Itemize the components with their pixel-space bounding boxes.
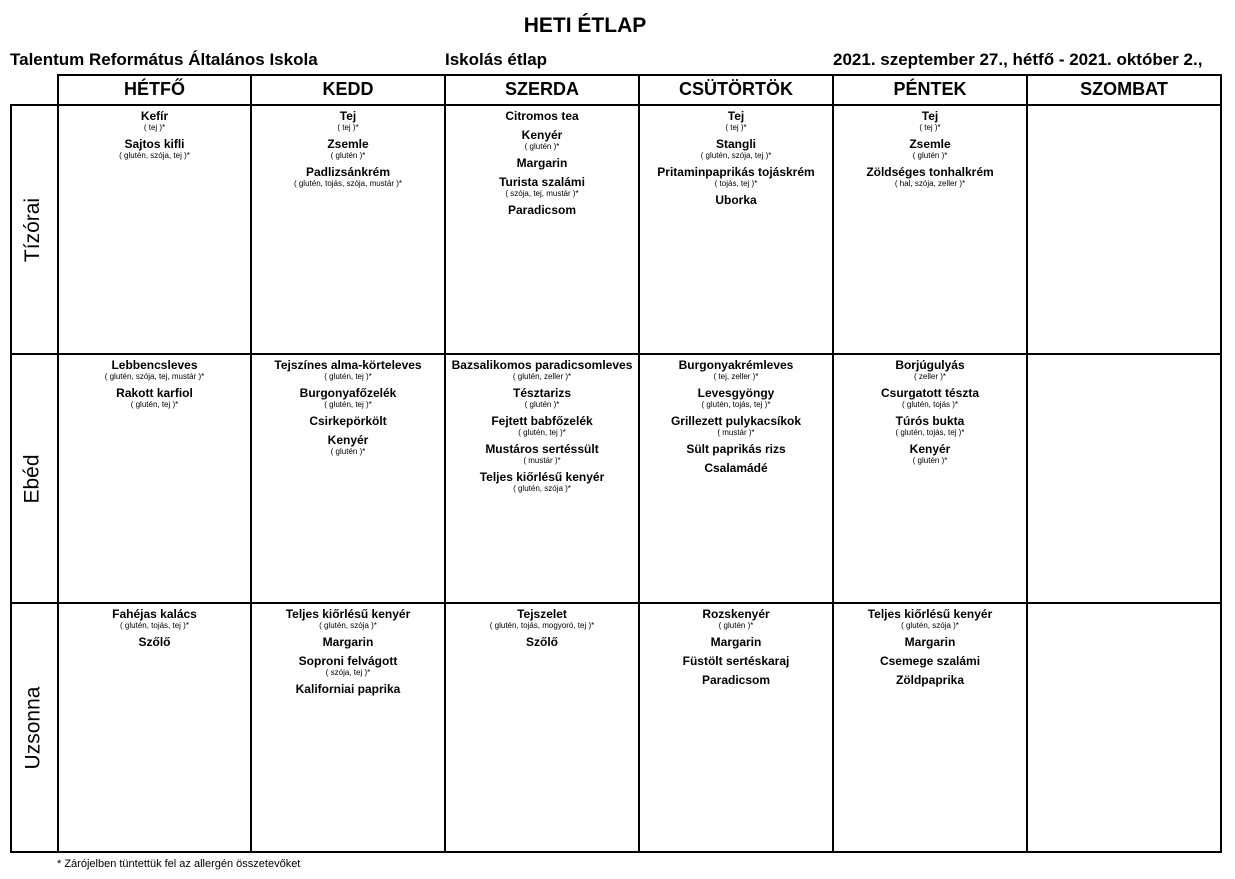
allergen-note: ( glutén, szója, tej )* — [119, 151, 190, 160]
allergen-note: ( tej )* — [919, 123, 941, 132]
day-header: HÉTFŐ — [124, 79, 185, 99]
menu-cell — [252, 355, 444, 602]
dish-name: Tej — [339, 109, 357, 123]
meal-label-text: Uzsonna — [21, 686, 45, 769]
allergen-note: ( tej, zeller )* — [713, 372, 759, 381]
menu-cell — [834, 604, 1026, 851]
menu-item — [59, 608, 250, 630]
menu-item — [59, 636, 250, 649]
menu-item — [446, 471, 638, 493]
allergen-note: ( glutén, szója )* — [901, 621, 959, 630]
allergen-note: ( glutén, szója )* — [319, 621, 377, 630]
allergen-note: ( mustár )* — [523, 456, 561, 465]
page-title: HETI ÉTLAP — [523, 14, 647, 37]
menu-item — [446, 443, 638, 465]
menu-cell — [446, 106, 638, 353]
menu-cell — [252, 604, 444, 851]
dish-name: Bazsalikomos paradicsomleves — [451, 358, 633, 372]
allergen-note: ( tej )* — [725, 123, 747, 132]
dish-name: Fahéjas kalács — [112, 607, 197, 621]
menu-item — [640, 166, 832, 188]
dish-name: Citromos tea — [505, 109, 579, 123]
menu-item — [640, 608, 832, 630]
menu-item — [252, 110, 444, 132]
dish-name: Sült paprikás rizs — [686, 442, 786, 456]
dish-name: Zöldséges tonhalkrém — [866, 165, 994, 179]
allergen-note: ( glutén, szója )* — [513, 484, 571, 493]
dish-name: Szőlő — [526, 635, 558, 649]
dish-name: Lebbencsleves — [111, 358, 198, 372]
dish-name: Tésztarizs — [512, 386, 572, 400]
menu-cell — [252, 106, 444, 353]
day-header: KEDD — [322, 79, 374, 99]
dish-name: Kenyér — [327, 433, 369, 447]
menu-item — [252, 138, 444, 160]
menu-item — [834, 636, 1026, 649]
dish-name: Csemege szalámi — [879, 654, 981, 668]
menu-item — [640, 387, 832, 409]
dish-name: Kenyér — [909, 442, 951, 456]
allergen-note: ( glutén, szója, tej, mustár )* — [104, 372, 205, 381]
allergen-note: ( glutén, tojás, szója, mustár )* — [293, 179, 403, 188]
menu-item — [834, 138, 1026, 160]
dish-name: Teljes kiőrlésű kenyér — [479, 470, 605, 484]
menu-kind: Iskolás étlap — [445, 50, 548, 69]
dish-name: Zsemle — [327, 137, 369, 151]
row-border — [10, 851, 1222, 853]
dish-name: Borjúgulyás — [895, 358, 965, 372]
menu-item — [446, 157, 638, 170]
dish-name: Paradicsom — [701, 673, 771, 687]
dish-name: Stangli — [715, 137, 756, 151]
dish-name: Zsemle — [909, 137, 951, 151]
menu-item — [252, 683, 444, 696]
menu-item — [446, 204, 638, 217]
dish-name: Margarin — [516, 156, 568, 170]
menu-item — [446, 608, 638, 630]
allergen-note: ( glutén, tej )* — [130, 400, 179, 409]
dish-name: Kenyér — [521, 128, 563, 142]
dish-name: Teljes kiőrlésű kenyér — [867, 607, 993, 621]
dish-name: Margarin — [710, 635, 762, 649]
allergen-note: ( glutén, tej )* — [324, 372, 372, 381]
menu-item — [252, 655, 444, 677]
menu-cell — [1028, 355, 1220, 602]
menu-item — [252, 636, 444, 649]
menu-cell — [446, 355, 638, 602]
menu-item — [640, 415, 832, 437]
menu-item — [640, 110, 832, 132]
dish-name: Paradicsom — [507, 203, 577, 217]
allergen-note: ( glutén, tojás, mogyoró, tej )* — [489, 621, 595, 630]
allergen-footnote: * Zárójelben tüntettük fel az allergén összetevőket — [57, 858, 301, 870]
menu-item — [446, 415, 638, 437]
menu-cell — [834, 106, 1026, 353]
menu-cell — [640, 355, 832, 602]
allergen-note: ( zeller )* — [913, 372, 946, 381]
day-header: PÉNTEK — [893, 79, 967, 99]
menu-item — [446, 110, 638, 123]
menu-item — [59, 359, 250, 381]
menu-item — [834, 359, 1026, 381]
allergen-note: ( glutén, tojás, tej )* — [701, 400, 771, 409]
dish-name: Padlizsánkrém — [305, 165, 391, 179]
allergen-note: ( glutén )* — [524, 142, 560, 151]
menu-item — [446, 129, 638, 151]
menu-item — [59, 138, 250, 160]
dish-name: Rakott karfiol — [116, 386, 193, 400]
allergen-note: ( glutén, tej )* — [518, 428, 566, 437]
dish-name: Zöldpaprika — [895, 673, 964, 687]
meal-label — [10, 106, 56, 353]
menu-cell — [59, 355, 250, 602]
menu-item — [834, 655, 1026, 668]
dish-name: Tej — [727, 109, 745, 123]
dish-name: Tejszelet — [517, 607, 567, 621]
menu-item — [252, 608, 444, 630]
menu-cell — [1028, 106, 1220, 353]
allergen-note: ( glutén )* — [330, 151, 366, 160]
date-range: 2021. szeptember 27., hétfő - 2021. október 2., — [833, 50, 1203, 69]
dish-name: Sajtos kifli — [124, 137, 185, 151]
menu-cell — [640, 604, 832, 851]
meal-label — [10, 355, 56, 602]
menu-item — [446, 359, 638, 381]
menu-item — [834, 674, 1026, 687]
dish-name: Rozskenyér — [702, 607, 770, 621]
dish-name: Burgonyakrémleves — [678, 358, 794, 372]
menu-item — [640, 194, 832, 207]
allergen-note: ( tej )* — [143, 123, 166, 132]
menu-item — [640, 462, 832, 475]
dish-name: Teljes kiőrlésű kenyér — [285, 607, 411, 621]
dish-name: Tej — [921, 109, 939, 123]
allergen-note: ( szója, tej, mustár )* — [505, 189, 579, 198]
meal-label-text: Tízórai — [21, 197, 44, 262]
menu-cell — [59, 106, 250, 353]
allergen-note: ( glutén, tojás, tej )* — [895, 428, 965, 437]
dish-name: Uborka — [715, 193, 757, 207]
menu-item — [834, 166, 1026, 188]
menu-item — [834, 443, 1026, 465]
allergen-note: ( glutén, tojás, tej )* — [120, 621, 189, 630]
dish-name: Kefír — [140, 109, 169, 123]
menu-item — [640, 138, 832, 160]
menu-item — [59, 110, 250, 132]
menu-item — [834, 387, 1026, 409]
dish-name: Pritaminpaprikás tojáskrém — [657, 165, 815, 179]
dish-name: Csalamádé — [704, 461, 768, 475]
menu-item — [640, 359, 832, 381]
allergen-note: ( glutén )* — [330, 447, 366, 456]
menu-item — [252, 387, 444, 409]
allergen-note: ( glutén )* — [912, 456, 948, 465]
menu-item — [252, 166, 444, 188]
dish-name: Turista szalámi — [499, 175, 585, 189]
allergen-note: ( glutén, tej )* — [324, 400, 372, 409]
menu-cell — [1028, 604, 1220, 851]
menu-item — [446, 387, 638, 409]
menu-item — [640, 443, 832, 456]
allergen-note: ( glutén )* — [912, 151, 948, 160]
dish-name: Margarin — [322, 635, 374, 649]
dish-name: Túrós bukta — [895, 414, 965, 428]
allergen-note: ( tej )* — [337, 123, 359, 132]
column-border — [1220, 74, 1222, 853]
menu-item — [640, 636, 832, 649]
menu-item — [834, 415, 1026, 437]
dish-name: Kaliforniai paprika — [295, 682, 401, 696]
menu-item — [446, 636, 638, 649]
dish-name: Csirkepörkölt — [309, 414, 387, 428]
meal-label — [10, 604, 56, 851]
allergen-note: ( tojás, tej )* — [714, 179, 758, 188]
menu-item — [252, 415, 444, 428]
allergen-note: ( glutén, tojás )* — [901, 400, 959, 409]
allergen-note: ( glutén, zeller )* — [512, 372, 572, 381]
menu-item — [834, 608, 1026, 630]
menu-item — [252, 359, 444, 381]
dish-name: Mustáros sertéssült — [485, 442, 599, 456]
allergen-note: ( glutén )* — [718, 621, 754, 630]
allergen-note: ( hal, szója, zeller )* — [894, 179, 966, 188]
meal-label-text: Ebéd — [21, 453, 45, 504]
dish-name: Burgonyafőzelék — [299, 386, 397, 400]
menu-item — [640, 674, 832, 687]
menu-cell — [640, 106, 832, 353]
allergen-note: ( glutén, szója, tej )* — [700, 151, 772, 160]
menu-item — [446, 176, 638, 198]
dish-name: Szőlő — [138, 635, 171, 649]
allergen-note: ( glutén )* — [524, 400, 560, 409]
menu-item — [640, 655, 832, 668]
dish-name: Grillezett pulykacsíkok — [670, 414, 802, 428]
day-header: SZERDA — [504, 79, 579, 99]
menu-cell — [834, 355, 1026, 602]
menu-cell — [59, 604, 250, 851]
allergen-note: ( mustár )* — [717, 428, 755, 437]
allergen-note: ( szója, tej )* — [325, 668, 371, 677]
day-header: CSÜTÖRTÖK — [679, 79, 793, 99]
dish-name: Levesgyöngy — [697, 386, 775, 400]
menu-item — [834, 110, 1026, 132]
menu-item — [252, 434, 444, 456]
dish-name: Csurgatott tészta — [880, 386, 979, 400]
dish-name: Fejtett babfőzelék — [491, 414, 593, 428]
day-header: SZOMBAT — [1080, 79, 1168, 99]
dish-name: Tejszínes alma-körteleves — [274, 358, 422, 372]
dish-name: Margarin — [904, 635, 956, 649]
menu-cell — [446, 604, 638, 851]
school-name: Talentum Református Általános Iskola — [10, 50, 318, 69]
dish-name: Füstölt sertéskaraj — [682, 654, 790, 668]
dish-name: Soproni felvágott — [298, 654, 398, 668]
menu-item — [59, 387, 250, 409]
